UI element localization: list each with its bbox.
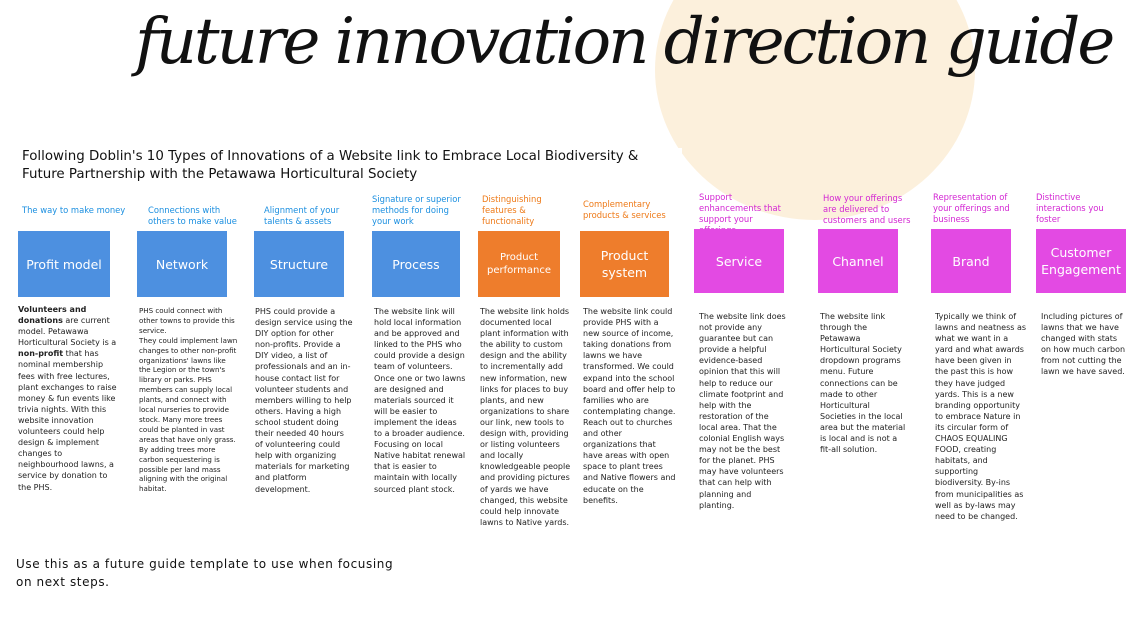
box-channel: Channel — [818, 229, 898, 293]
desc-bold-non-profit: non-profit — [18, 349, 64, 359]
desc-lead-bold: Volunteers and donations — [18, 305, 87, 326]
page-subtitle: Following Doblin's 10 Types of Innovations of a Website link to Embrace Local Biodiversity & Future Partnership with the Petawawa Horticultural Society — [22, 148, 682, 184]
desc-mid: are current model. Petawawa Horticultural Society is a — [18, 316, 117, 348]
column-label-channel: How your offerings are delivered to customers and users — [823, 193, 911, 225]
box-profit-model: Profit model — [18, 231, 110, 297]
box-brand: Brand — [931, 229, 1011, 293]
column-desc-process: The website link will hold local information and be approved and linked to the PHS who could provide a design team of volunteers. Once one or two lawns are designed and materials sourced it will be easier to implement the ideas to a broader audience. Focusing on local Native habitat renewal that is easier to maintain with locally sourced plant stock. — [374, 307, 466, 494]
box-customer-engagement: Customer Engagement — [1036, 229, 1126, 293]
column-desc-network: PHS could connect with other towns to provide this service. They could implement lawn changes to other non-profit organizations' lawns like the Legion or the town's library or parks. PHS members can supply local plants, and connect with local nurseries to provide stock. Many more trees could be planted in vast areas that have only grass. By adding trees more carbon sequestering is possible per land mass aligning with the original habitat. — [139, 306, 238, 494]
box-product-performance: Product performance — [478, 231, 560, 297]
box-process: Process — [372, 231, 460, 297]
column-label-service: Support enhancements that support your — [699, 192, 781, 224]
page-title: future innovation direction guide — [135, 5, 1113, 79]
column-label-product-system: Complementary products & services — [583, 199, 666, 220]
column-label-brand: Representation of your offerings and business — [933, 192, 1010, 224]
column-label-profit-model: The way to make money — [22, 205, 126, 215]
footer-note: Use this as a future guide template to use when focusing on next steps. — [16, 557, 394, 589]
column-desc-brand: Typically we think of lawns and neatness as what we want in a yard and what awards have been given in the past this is how they have judged yards. This is a new branding opportunity to embrace Nature in its circular form of CHAOS EQUALING FOOD, creating habitats, and supporting biodiversity. By-ins from municipalities as well as by-laws may need to be changed. — [935, 312, 1027, 521]
column-desc-service: The website link does not provide any guarantee but can provide a helpful evidence-based opinion that this will help to reduce our climate footprint and help with the restoration of the local area. That the colonial English ways may not be the best for the planet. PHS may have volunteers that can help with planning and planting. — [699, 312, 786, 510]
column-desc-structure: PHS could provide a design service using the DIY option for other non-profits. Provide a DIY video, a list of professionals and an in-house contact list for volunteer students and members willing to help others. Having a high school student doing their needed 40 hours of volunteering could help with organizing materials for marketing and platform development. — [255, 307, 353, 494]
column-label-product-performance: Distinguishing features & functionality — [482, 194, 542, 226]
column-desc-customer-engagement: Including pictures of lawns that we have changed with stats on how much carbon from not cutting the lawn we have saved. — [1041, 312, 1126, 377]
column-desc-product-performance: The website link holds documented local plant information with the ability to custom design and the ability to incrementally add new information, new links for places to buy plants, and new organizations to share our link, new tools to design with, providing or listing volunteers and locally knowledgeable people and providing pictures of yards we have changed, this website could help innovate lawns to Native yards. — [480, 307, 571, 527]
box-product-system: Product system — [580, 231, 669, 297]
column-label-customer-engagement: Distinctive interactions you foster — [1036, 192, 1104, 224]
column-label-process: Signature or superior methods for doing your work — [372, 194, 461, 226]
box-structure: Structure — [254, 231, 344, 297]
box-service: Service — [694, 229, 784, 293]
column-desc-profit-model — [18, 304, 122, 493]
column-label-network: Connections with others to make value — [148, 205, 237, 226]
desc-rest: that has nominal membership fees with free lectures, plant exchanges to raise money & fun events like trivia nights. With this website innovation volunteers could help design & implement changes to neighbourhood lawns, a service by donation to the PHS. — [18, 349, 117, 492]
box-network: Network — [137, 231, 227, 297]
column-desc-channel: The website link through the Petawawa Horticultural Society dropdown programs menu. Future connections can be made to other Horticultural Societies in the local area but the material is local and is not a fit-all solution. — [820, 312, 906, 455]
column-label-structure: Alignment of your talents & assets — [264, 205, 340, 226]
column-desc-product-system: The website link could provide PHS with a new source of income, taking donations from lawns we have transformed. We could expand into the school board and offer help to families who are contemplating change. Reach out to churches and other organizations that have areas with open space to plant trees and Native flowers and educate on the benefits. — [583, 307, 676, 505]
